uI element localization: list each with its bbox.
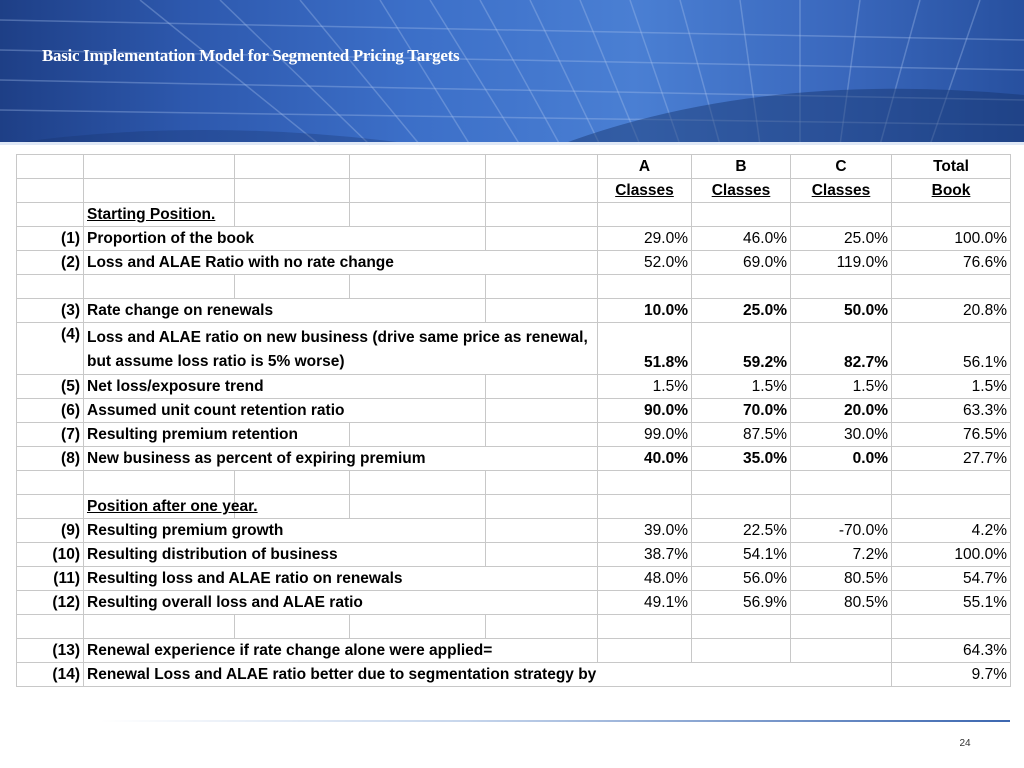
table-row	[17, 447, 1011, 471]
header-banner	[0, 0, 1024, 145]
cell-b: 69.0%	[692, 251, 791, 275]
page-number: 24	[959, 738, 971, 749]
cell-total: 100.0%	[892, 543, 1011, 567]
col-header-c: C	[791, 155, 892, 179]
cell-total: 63.3%	[892, 399, 1011, 423]
cell-c: -70.0%	[791, 519, 892, 543]
cell-a: 48.0%	[598, 567, 692, 591]
cell-c: 119.0%	[791, 251, 892, 275]
slide-title: Basic Implementation Model for Segmented Pricing Targets	[42, 46, 460, 65]
table-row	[17, 543, 1011, 567]
cell-b: 1.5%	[692, 375, 791, 399]
cell-total: 9.7%	[892, 663, 1011, 687]
row-number: (14)	[17, 663, 84, 687]
cell-a: 1.5%	[598, 375, 692, 399]
row-number: (6)	[17, 399, 84, 423]
cell-b: 56.9%	[692, 591, 791, 615]
row-number: (12)	[17, 591, 84, 615]
cell-b: 70.0%	[692, 399, 791, 423]
col-subheader-b: Classes	[692, 179, 791, 203]
table-row	[17, 399, 1011, 423]
col-subheader-c: Classes	[791, 179, 892, 203]
cell-b: 54.1%	[692, 543, 791, 567]
cell-a: 29.0%	[598, 227, 692, 251]
header-row-2	[17, 179, 1011, 203]
cell-c: 25.0%	[791, 227, 892, 251]
table-row	[17, 519, 1011, 543]
table-row	[17, 591, 1011, 615]
cell-total: 76.6%	[892, 251, 1011, 275]
section-row	[17, 495, 1011, 519]
cell-b: 25.0%	[692, 299, 791, 323]
cell-total: 56.1%	[892, 323, 1011, 375]
row-number: (4)	[17, 323, 84, 375]
row-label: Resulting loss and ALAE ratio on renewals	[84, 567, 598, 591]
cell-c: 50.0%	[791, 299, 892, 323]
row-number: (11)	[17, 567, 84, 591]
col-subheader-total: Book	[892, 179, 1011, 203]
row-number: (5)	[17, 375, 84, 399]
cell-b: 56.0%	[692, 567, 791, 591]
cell-a: 90.0%	[598, 399, 692, 423]
col-header-a: A	[598, 155, 692, 179]
table-row	[17, 323, 1011, 375]
row-label: Assumed unit count retention ratio	[84, 399, 486, 423]
row-number: (13)	[17, 639, 84, 663]
cell-b: 59.2%	[692, 323, 791, 375]
cell-c: 82.7%	[791, 323, 892, 375]
row-number: (2)	[17, 251, 84, 275]
table-row	[17, 299, 1011, 323]
cell-a: 51.8%	[598, 323, 692, 375]
table-row	[17, 423, 1011, 447]
cell-total: 55.1%	[892, 591, 1011, 615]
table-row	[17, 251, 1011, 275]
cell-a: 40.0%	[598, 447, 692, 471]
cell-c: 7.2%	[791, 543, 892, 567]
cell-total: 64.3%	[892, 639, 1011, 663]
row-label: Resulting distribution of business	[84, 543, 486, 567]
cell-a: 39.0%	[598, 519, 692, 543]
cell-b: 87.5%	[692, 423, 791, 447]
col-subheader-a: Classes	[598, 179, 692, 203]
cell-c: 20.0%	[791, 399, 892, 423]
cell-total: 54.7%	[892, 567, 1011, 591]
row-label: Loss and ALAE Ratio with no rate change	[84, 251, 598, 275]
row-number: (9)	[17, 519, 84, 543]
cell-a: 38.7%	[598, 543, 692, 567]
cell-a: 52.0%	[598, 251, 692, 275]
empty-row	[17, 275, 1011, 299]
empty-row	[17, 615, 1011, 639]
row-number: (3)	[17, 299, 84, 323]
cell-b: 35.0%	[692, 447, 791, 471]
cell-total: 20.8%	[892, 299, 1011, 323]
cell-total: 76.5%	[892, 423, 1011, 447]
cell-total: 4.2%	[892, 519, 1011, 543]
cell-a: 10.0%	[598, 299, 692, 323]
cell-c: 1.5%	[791, 375, 892, 399]
cell-c: 80.5%	[791, 567, 892, 591]
cell-c: 30.0%	[791, 423, 892, 447]
col-header-total: Total	[892, 155, 1011, 179]
section-title-after: Position after one year.	[84, 495, 235, 519]
cell-total: 27.7%	[892, 447, 1011, 471]
cell-total: 100.0%	[892, 227, 1011, 251]
row-label: Renewal experience if rate change alone were applied=	[84, 639, 598, 663]
row-label: Resulting overall loss and ALAE ratio	[84, 591, 598, 615]
section-title-starting: Starting Position.	[84, 203, 235, 227]
cell-b: 22.5%	[692, 519, 791, 543]
pricing-table	[16, 154, 1011, 687]
row-number: (7)	[17, 423, 84, 447]
table-row	[17, 567, 1011, 591]
row-label: Loss and ALAE ratio on new business (drive same price as renewal, but assume loss ratio is 5% worse)	[84, 323, 598, 375]
table-row	[17, 227, 1011, 251]
header-row-1	[17, 155, 1011, 179]
row-label: Resulting premium retention	[84, 423, 350, 447]
row-label: Rate change on renewals	[84, 299, 486, 323]
row-label: Proportion of the book	[84, 227, 486, 251]
row-number: (8)	[17, 447, 84, 471]
footer-divider	[100, 720, 1010, 722]
cell-c: 80.5%	[791, 591, 892, 615]
row-label: Net loss/exposure trend	[84, 375, 486, 399]
section-row	[17, 203, 1011, 227]
cell-b: 46.0%	[692, 227, 791, 251]
cell-total: 1.5%	[892, 375, 1011, 399]
row-label: New business as percent of expiring premium	[84, 447, 598, 471]
row-label: Resulting premium growth	[84, 519, 486, 543]
table-row	[17, 663, 1011, 687]
table-row	[17, 375, 1011, 399]
building-background-graphic	[0, 0, 1024, 145]
cell-a: 49.1%	[598, 591, 692, 615]
col-header-b: B	[692, 155, 791, 179]
table-row	[17, 639, 1011, 663]
empty-row	[17, 471, 1011, 495]
row-label: Renewal Loss and ALAE ratio better due to segmentation strategy by	[84, 663, 892, 687]
cell-c: 0.0%	[791, 447, 892, 471]
cell-a: 99.0%	[598, 423, 692, 447]
row-number: (10)	[17, 543, 84, 567]
row-number: (1)	[17, 227, 84, 251]
